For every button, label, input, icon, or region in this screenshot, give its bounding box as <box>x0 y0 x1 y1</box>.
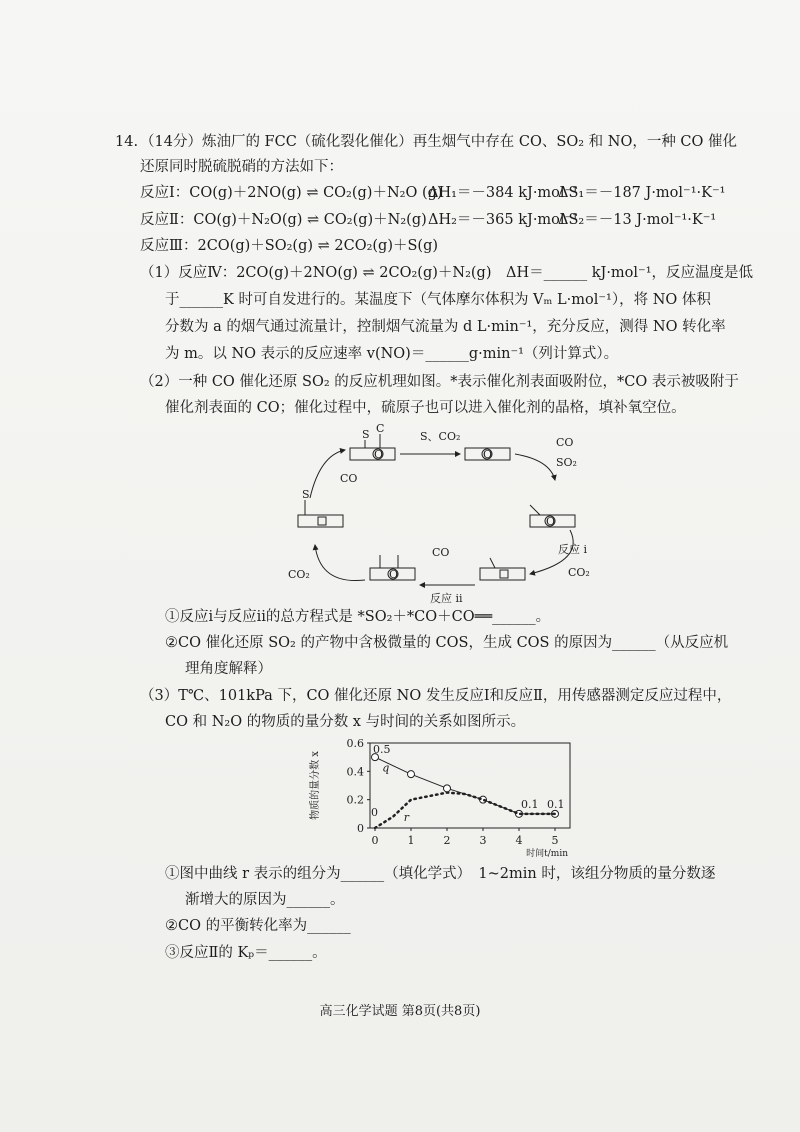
label-right-co: CO <box>556 436 574 449</box>
x-tick-label: 2 <box>443 834 451 847</box>
atom-O-bottom: O <box>389 568 399 581</box>
atom-S-left: S <box>302 488 310 501</box>
reaction-3 <box>140 236 438 256</box>
part3-line2: CO 和 N₂O 的物质的量分数 x 与时间的关系如图所示。 <box>165 714 526 730</box>
part3-q1-cont: 渐增大的原因为______。 <box>185 892 345 908</box>
part2-q2: ②CO 催化还原 SO₂ 的产物中含极微量的 COS，生成 COS 的原因为______（从反应机 <box>165 635 729 651</box>
part1-line4: 为 m。以 NO 表示的反应速率 v(NO)＝______g·min⁻¹（列计算式）。 <box>165 346 619 362</box>
label-s-co2: S、CO₂ <box>420 430 461 443</box>
series-r-label: r <box>403 810 410 824</box>
series-q-label: q <box>382 761 390 775</box>
y-tick-label: 0.2 <box>346 793 364 807</box>
atom-O-right: O <box>546 515 556 528</box>
part2-q2-cont: 理角度解释） <box>185 661 272 677</box>
annotation-0: 0 <box>371 805 378 819</box>
reaction-2 <box>140 210 427 230</box>
question-intro-line2: 还原同时脱硫脱硝的方法如下： <box>140 159 343 175</box>
question-number: 14. <box>115 134 139 150</box>
reaction-label: 反应Ⅰ： <box>140 185 190 201</box>
catalyst-box-left <box>298 500 343 527</box>
part1-line3: 分数为 a 的烟气通过流量计，控制烟气流量为 d L·min⁻¹，充分反应，测得 NO 转化率 <box>165 319 726 335</box>
annotation-0.5: 0.5 <box>373 743 391 757</box>
reaction-1 <box>140 183 443 203</box>
label-left-co: CO <box>340 472 358 485</box>
part1-line1: （1）反应Ⅳ：2CO(g)＋2NO(g) ⇌ 2CO₂(g)＋N₂(g) ΔH＝______ kJ·mol⁻¹，反应温度是低 <box>140 265 754 281</box>
part2-q1: ①反应ⅰ与反应ⅱ的总方程式是 *SO₂＋*CO＋CO══______。 <box>165 609 551 625</box>
reaction-1-dh: ΔH₁＝－384 kJ·mol⁻¹ <box>428 185 579 201</box>
y-tick-label: 0 <box>357 822 364 835</box>
series-q-point <box>444 785 451 792</box>
reaction-1-ds: ΔS₁＝－187 J·mol⁻¹·K⁻¹ <box>558 185 726 201</box>
x-tick-label: 4 <box>515 834 523 847</box>
part3-q3: ③反应Ⅱ的 Kₚ＝______。 <box>165 945 327 961</box>
label-reaction-i: 反应 i <box>558 543 588 556</box>
catalyst-box-top-left <box>350 434 395 460</box>
annotation-0.1-b: 0.1 <box>547 797 565 811</box>
catalyst-box-bottom-right <box>480 558 525 580</box>
label-right-so2: SO₂ <box>556 456 577 469</box>
label-right-co2: CO₂ <box>568 566 590 579</box>
y-axis-label: 物质的量分数 x <box>310 751 321 820</box>
y-tick-label: 0.6 <box>346 737 364 750</box>
reaction-2-dh: ΔH₂＝－365 kJ·mol⁻¹ <box>428 212 579 228</box>
page-footer: 高三化学试题 第8页(共8页) <box>319 1004 481 1019</box>
arrow-left <box>315 545 365 581</box>
fraction-time-chart <box>300 735 590 860</box>
atom-O-mid: O <box>483 448 493 461</box>
plot-frame <box>370 743 570 828</box>
annotation-0.1-a: 0.1 <box>521 797 539 811</box>
question-intro-line1: （14分）炼油厂的 FCC（硫化裂化催化）再生烟气中存在 CO、SO₂ 和 NO，一种 CO 催化 <box>140 134 738 150</box>
atom-O-top: O <box>374 448 384 461</box>
reaction-2-ds: ΔS₂＝－13 J·mol⁻¹·K⁻¹ <box>558 212 717 228</box>
part3-line1: （3）T℃、101kPa 下，CO 催化还原 NO 发生反应Ⅰ和反应Ⅱ，用传感器测定反应过程中， <box>140 688 732 704</box>
atom-S-top: S <box>362 428 370 441</box>
x-tick-label: 0 <box>371 834 379 847</box>
y-tick-label: 0.4 <box>346 765 364 779</box>
part2-line2: 催化剂表面的 CO；催化过程中，硫原子也可以进入催化剂的晶格，填补氧空位。 <box>165 400 686 416</box>
reaction-equation: CO(g)＋N₂O(g) ⇌ CO₂(g)＋N₂(g) <box>193 212 427 228</box>
reaction-label: 反应Ⅱ： <box>140 212 194 228</box>
reaction-label: 反应Ⅲ： <box>140 238 198 254</box>
x-axis-label: 时间t/min <box>526 849 568 859</box>
x-tick-label: 3 <box>479 834 487 847</box>
atom-C-top: C <box>376 422 385 435</box>
label-left-co2: CO₂ <box>288 568 310 581</box>
label-reaction-ii: 反应 ii <box>430 592 463 605</box>
label-bottom-co: CO <box>432 546 450 559</box>
reaction-equation: 2CO(g)＋SO₂(g) ⇌ 2CO₂(g)＋S(g) <box>197 238 439 254</box>
series-q-point <box>408 771 415 778</box>
x-tick-label: 5 <box>551 834 559 847</box>
part3-q2: ②CO 的平衡转化率为______ <box>165 918 351 934</box>
arrow-top-right <box>515 454 555 480</box>
mechanism-diagram <box>280 420 610 610</box>
x-tick-label: 1 <box>407 834 415 847</box>
reaction-equation: CO(g)＋2NO(g) ⇌ CO₂(g)＋N₂O (g) <box>189 185 443 201</box>
part1-line2: 于______K 时可自发进行的。某温度下（气体摩尔体积为 Vₘ L·mol⁻¹），将 NO 体积 <box>165 292 711 308</box>
part2-line1: （2）一种 CO 催化还原 SO₂ 的反应机理如图。*表示催化剂表面吸附位，*CO 表示被吸附于 <box>140 374 739 390</box>
part3-q1: ①图中曲线 r 表示的组分为______（填化学式） 1~2min 时，该组分物质的量分数逐 <box>165 866 716 882</box>
